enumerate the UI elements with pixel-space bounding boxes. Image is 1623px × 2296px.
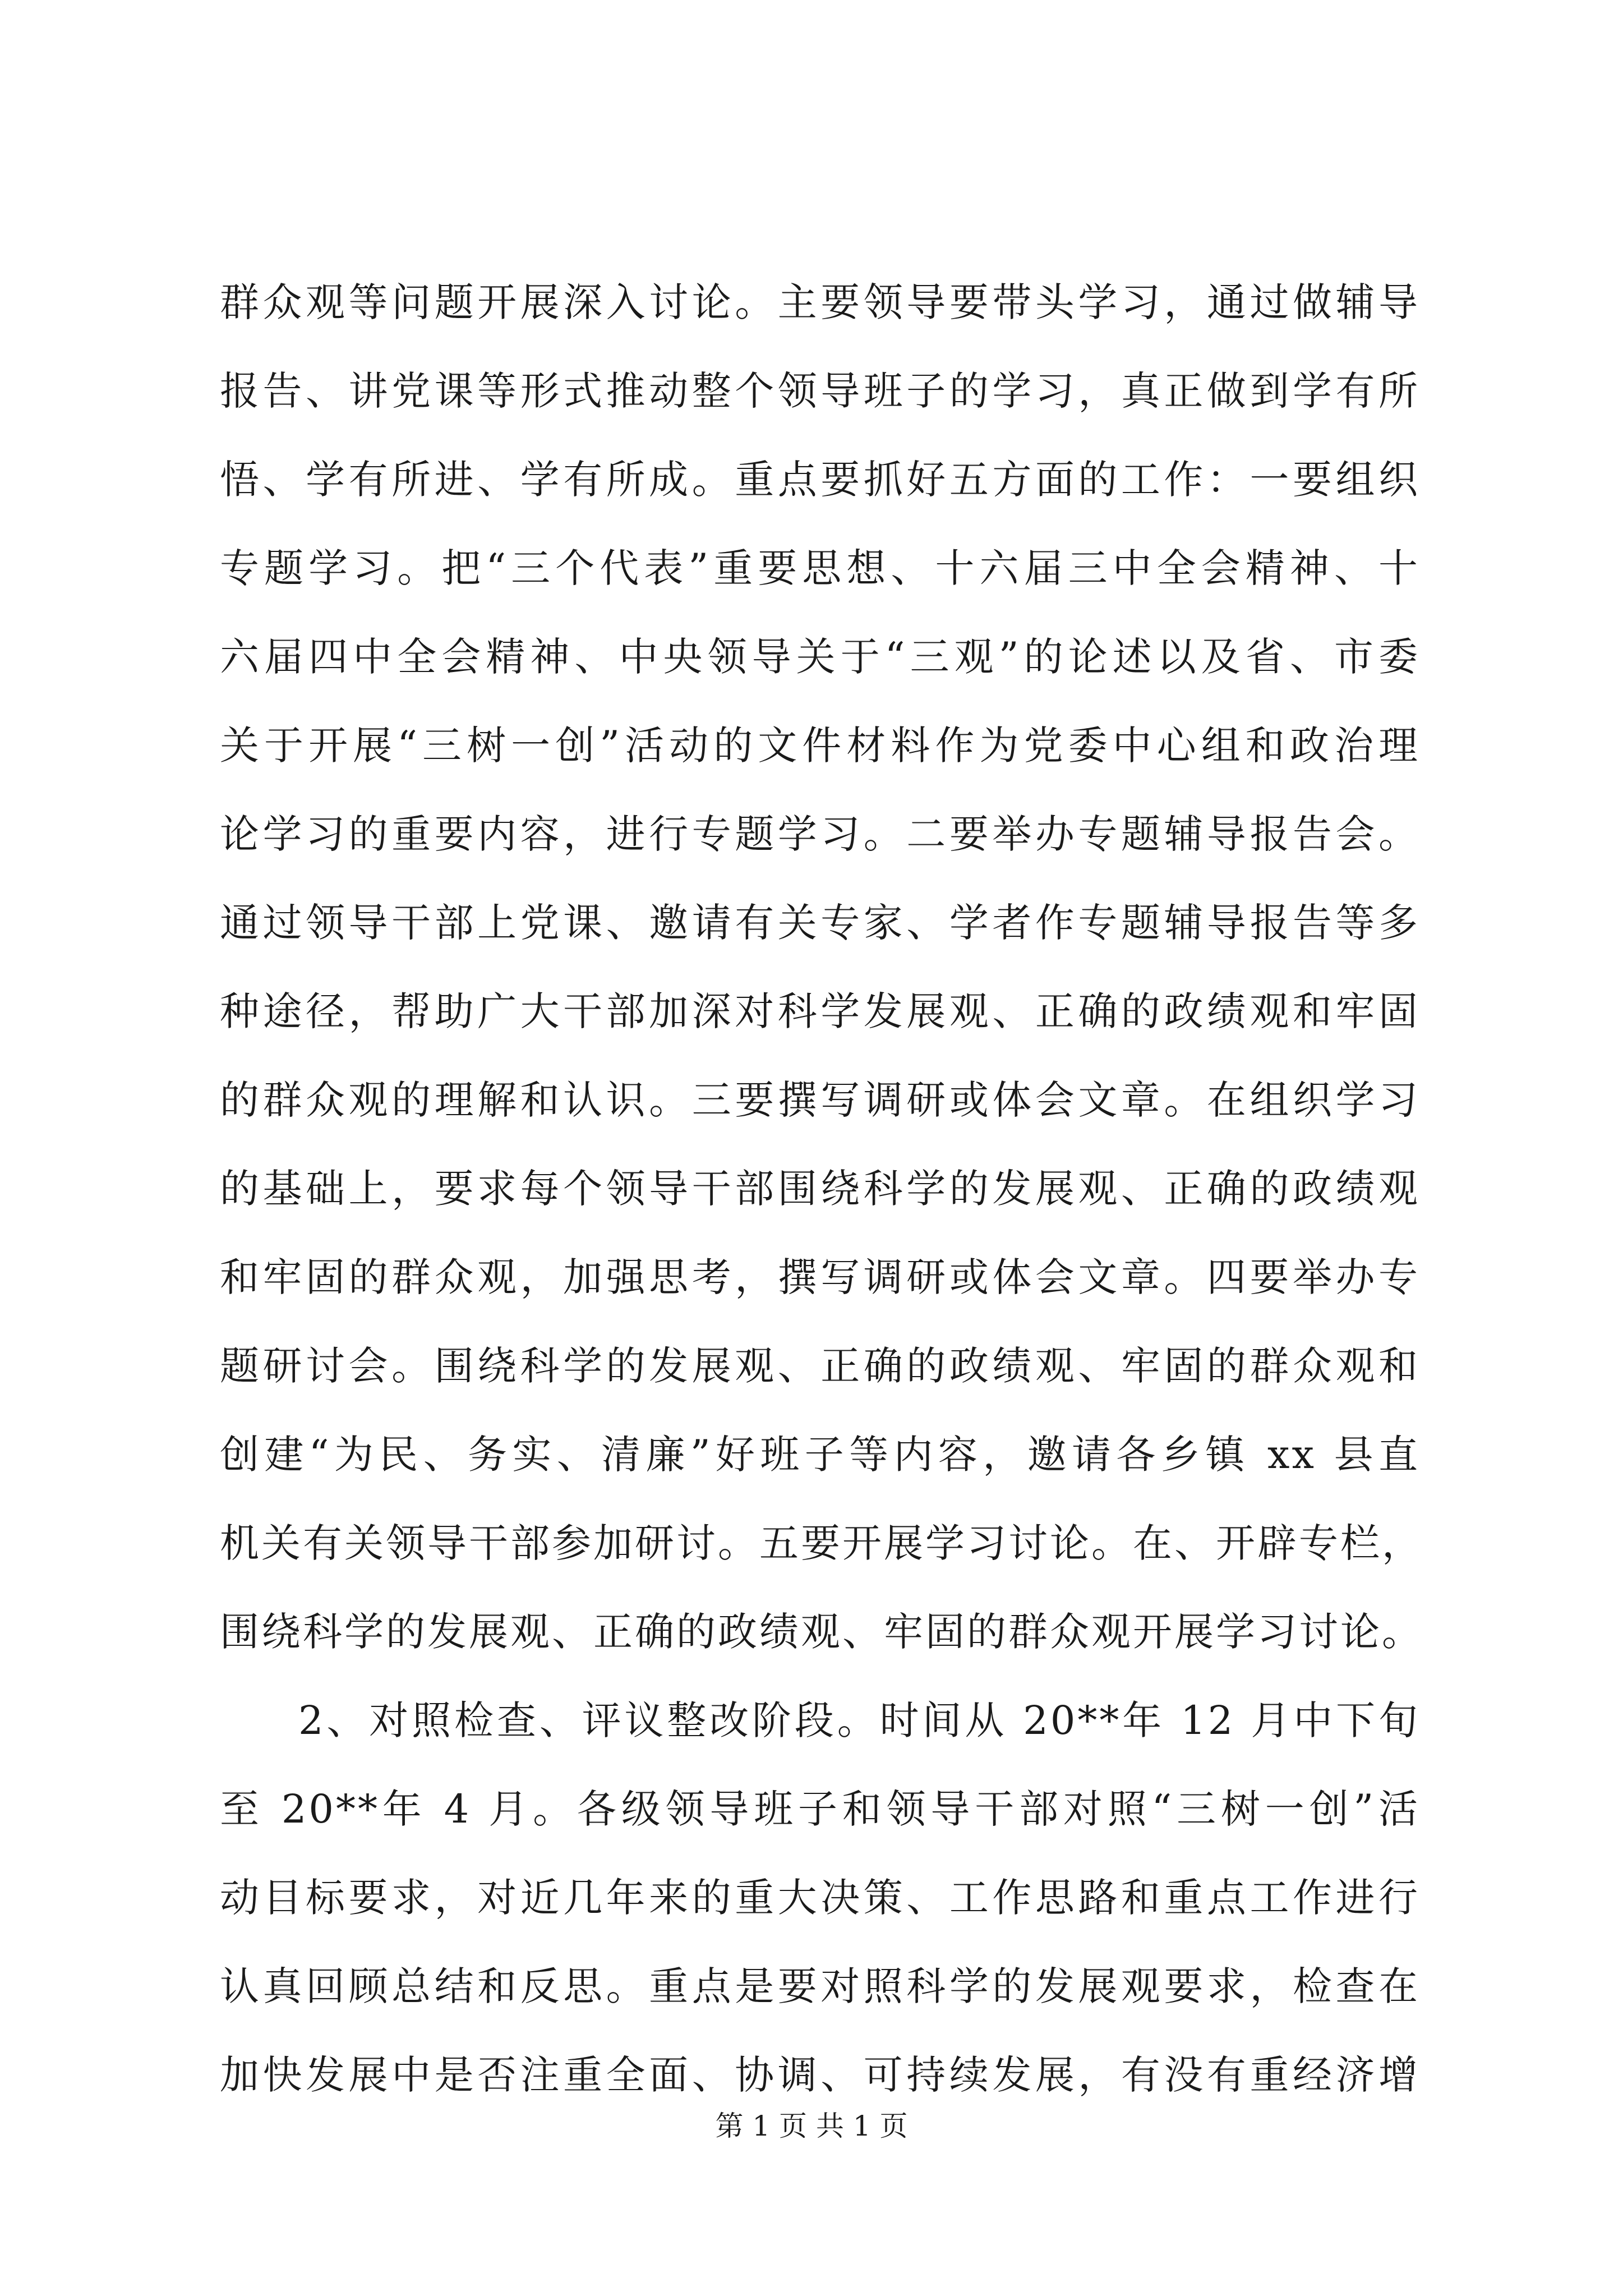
text-line: 关于开展“三树一创”活动的文件材料作为党委中心组和政治理 [220, 723, 1420, 769]
page-footer [0, 2109, 1623, 2143]
page-number-label: 第 1 页 共 1 页 [715, 2110, 908, 2142]
text-line: 动目标要求，对近几年来的重大决策、工作思路和重点工作进行 [220, 1875, 1420, 1921]
document-body [220, 258, 1423, 2119]
text-line: 六届四中全会精神、中央领导关于“三观”的论述以及省、市委 [220, 634, 1420, 680]
text-line: 和牢固的群众观，加强思考，撰写调研或体会文章。四要举办专 [220, 1254, 1420, 1300]
text-line: 的群众观的理解和认识。三要撰写调研或体会文章。在组织学习 [220, 1077, 1420, 1123]
text-line: 围绕科学的发展观、正确的政绩观、牢固的群众观开展学习讨论。 [220, 1609, 1423, 1655]
text-line: 创建“为民、务实、清廉”好班子等内容，邀请各乡镇 xx 县直 [220, 1432, 1420, 1478]
text-line: 机关有关领导干部参加研讨。五要开展学习讨论。在、开辟专栏， [220, 1520, 1423, 1566]
text-line: 加快发展中是否注重全面、协调、可持续发展，有没有重经济增 [220, 2052, 1420, 2098]
text-line: 题研讨会。围绕科学的发展观、正确的政绩观、牢固的群众观和 [220, 1343, 1420, 1389]
text-line: 2、对照检查、评议整改阶段。时间从 20**年 12 月中下旬 [298, 1697, 1420, 1743]
text-line: 悟、学有所进、学有所成。重点要抓好五方面的工作：一要组织 [220, 457, 1420, 503]
paragraph-1 [220, 258, 1423, 1676]
text-line: 专题学习。把“三个代表”重要思想、十六届三中全会精神、十 [220, 545, 1420, 591]
text-line: 论学习的重要内容，进行专题学习。二要举办专题辅导报告会。 [220, 811, 1420, 857]
text-line: 通过领导干部上党课、邀请有关专家、学者作专题辅导报告等多 [220, 900, 1420, 946]
text-line: 群众观等问题开展深入讨论。主要领导要带头学习，通过做辅导 [220, 279, 1420, 325]
text-line: 至 20**年 4 月。各级领导班子和领导干部对照“三树一创”活 [220, 1786, 1420, 1832]
paragraph-2 [220, 1676, 1420, 2119]
text-line: 认真回顾总结和反思。重点是要对照科学的发展观要求，检查在 [220, 1963, 1420, 2009]
text-line: 种途径，帮助广大干部加深对科学发展观、正确的政绩观和牢固 [220, 988, 1420, 1034]
text-line: 报告、讲党课等形式推动整个领导班子的学习，真正做到学有所 [220, 368, 1420, 414]
text-line: 的基础上，要求每个领导干部围绕科学的发展观、正确的政绩观 [220, 1166, 1420, 1212]
